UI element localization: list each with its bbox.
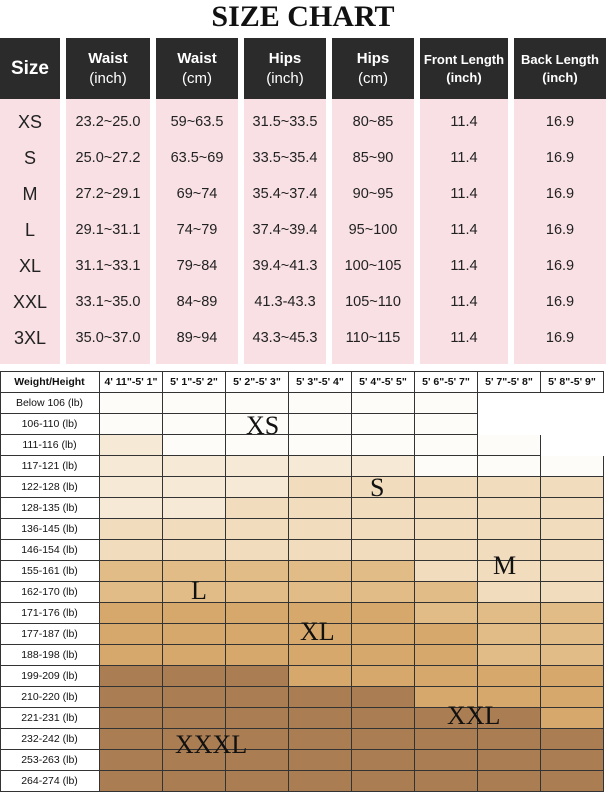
size-zone-label: XS (246, 411, 280, 440)
column-header-unit: (inch) (542, 69, 578, 85)
fit-cell (226, 582, 289, 603)
size-zone-label: XXL (447, 701, 501, 730)
size-column (156, 38, 238, 364)
measurement-cell: 33.1~35.0 (75, 294, 141, 310)
column-header (332, 38, 414, 99)
fit-cell (163, 519, 226, 540)
fit-cell (541, 582, 604, 603)
fit-cell (352, 561, 415, 582)
fit-cell (163, 456, 226, 477)
fit-cell (415, 456, 478, 477)
height-header: 5' 3"-5' 4" (289, 371, 352, 393)
measurement-cell: 16.9 (545, 150, 575, 166)
fit-cell (100, 687, 163, 708)
fit-cell (289, 393, 352, 414)
column-header-title: Hips (356, 49, 390, 67)
weight-label: 106-110 (lb) (0, 414, 100, 435)
fit-cell (352, 729, 415, 750)
fit-cell (541, 456, 604, 477)
weight-label: 162-170 (lb) (0, 582, 100, 603)
fit-cell (352, 519, 415, 540)
fit-cell (163, 603, 226, 624)
measurement-cell: 69~74 (176, 186, 218, 202)
fit-cell (478, 393, 541, 414)
fit-cell (100, 666, 163, 687)
fit-cell (100, 456, 163, 477)
fit-cell (415, 582, 478, 603)
measurement-cell: 80~85 (352, 114, 394, 130)
fit-cell (289, 435, 352, 456)
fit-cell (541, 645, 604, 666)
fit-cell (352, 771, 415, 792)
height-header: 5' 8"-5' 9" (541, 371, 604, 393)
fit-cell (352, 414, 415, 435)
size-zone-label: M (493, 551, 517, 580)
weight-label: 171-176 (lb) (0, 603, 100, 624)
measurement-cell: 16.9 (545, 330, 575, 346)
fit-cell (100, 750, 163, 771)
fit-cell (163, 435, 226, 456)
fit-cell (289, 666, 352, 687)
weight-label: 264-274 (lb) (0, 771, 100, 792)
height-header: 4' 11"-5' 1" (100, 371, 163, 393)
fit-cell (163, 687, 226, 708)
fit-cell (163, 540, 226, 561)
fit-cell (163, 645, 226, 666)
measurement-cell: 11.4 (450, 114, 478, 130)
fit-cell (541, 519, 604, 540)
measurement-cell: 85~90 (352, 150, 394, 166)
weight-label: 253-263 (lb) (0, 750, 100, 771)
fit-cell (352, 645, 415, 666)
size-column (66, 38, 150, 364)
fit-cell (478, 498, 541, 519)
weight-label: 155-161 (lb) (0, 561, 100, 582)
fit-cell (352, 708, 415, 729)
fit-cell (226, 645, 289, 666)
measurement-cell: 31.1~33.1 (75, 258, 141, 274)
fit-cell (415, 603, 478, 624)
fit-cell (100, 519, 163, 540)
weight-label: 117-121 (lb) (0, 456, 100, 477)
column-header (420, 38, 508, 99)
fit-cell (415, 540, 478, 561)
fit-cell (541, 393, 604, 414)
measurement-cell: 74~79 (176, 222, 218, 238)
measurement-cell: 33.5~35.4 (252, 150, 318, 166)
fit-cell (541, 561, 604, 582)
measurement-cell: 11.4 (450, 222, 478, 238)
column-header-title: Waist (177, 49, 217, 67)
fit-cell (100, 393, 163, 414)
fit-cell (100, 498, 163, 519)
column-header (514, 38, 606, 99)
measurement-cell: 79~84 (176, 258, 218, 274)
weight-label: 188-198 (lb) (0, 645, 100, 666)
fit-cell (478, 603, 541, 624)
measurement-cell: 37.4~39.4 (252, 222, 318, 238)
fit-cell (100, 414, 163, 435)
fit-cell (478, 645, 541, 666)
weight-label: 122-128 (lb) (0, 477, 100, 498)
size-label: S (23, 147, 36, 168)
size-column (420, 38, 508, 364)
column-body (66, 99, 150, 364)
fit-cell (163, 666, 226, 687)
fit-cell (415, 771, 478, 792)
fit-cell (226, 771, 289, 792)
size-label: XS (17, 111, 42, 132)
height-header: 5' 2"-5' 3" (226, 371, 289, 393)
fit-cell (100, 435, 163, 456)
fit-cell (100, 624, 163, 645)
column-header-title: Size (10, 57, 50, 79)
weight-label: 210-220 (lb) (0, 687, 100, 708)
column-header-title: Back Length (520, 51, 599, 67)
fit-cell (352, 435, 415, 456)
fit-cell (415, 729, 478, 750)
column-header (244, 38, 326, 99)
fit-cell (541, 750, 604, 771)
fit-cell (541, 666, 604, 687)
fit-cell (541, 687, 604, 708)
measurement-cell: 59~63.5 (170, 114, 224, 130)
measurement-cell: 16.9 (545, 114, 575, 130)
fit-cell (226, 477, 289, 498)
measurement-cell: 39.4~41.3 (252, 258, 318, 274)
measurement-cell: 29.1~31.1 (75, 222, 141, 238)
fit-cell (226, 456, 289, 477)
fit-cell (541, 603, 604, 624)
measurement-cell: 90~95 (352, 186, 394, 202)
fit-cell (415, 666, 478, 687)
size-column (0, 38, 60, 364)
size-column (244, 38, 326, 364)
fit-cell (100, 540, 163, 561)
fit-cell (100, 729, 163, 750)
fit-cell (289, 519, 352, 540)
size-zone-label: L (191, 576, 207, 605)
column-body (244, 99, 326, 364)
corner-header: Weight/Height (0, 371, 100, 393)
weight-label: 128-135 (lb) (0, 498, 100, 519)
fit-cell (289, 729, 352, 750)
fit-cell (541, 540, 604, 561)
fit-cell (541, 624, 604, 645)
fit-cell (226, 687, 289, 708)
fit-cell (100, 477, 163, 498)
fit-cell (541, 708, 604, 729)
fit-cell (478, 582, 541, 603)
fit-cell (226, 498, 289, 519)
measurement-cell: 16.9 (545, 258, 575, 274)
fit-cell (352, 603, 415, 624)
fit-cell (226, 540, 289, 561)
column-body (156, 99, 238, 364)
weight-label: Below 106 (lb) (0, 393, 100, 414)
fit-cell (163, 498, 226, 519)
weight-label: 232-242 (lb) (0, 729, 100, 750)
fit-cell (226, 519, 289, 540)
fit-cell (226, 708, 289, 729)
fit-cell (415, 561, 478, 582)
fit-cell (415, 519, 478, 540)
size-label: XXL (12, 291, 48, 312)
height-header: 5' 4"-5' 5" (352, 371, 415, 393)
measurement-cell: 11.4 (450, 150, 478, 166)
column-header-title: Hips (268, 49, 302, 67)
measurement-cell: 27.2~29.1 (75, 186, 141, 202)
size-zone-label: XL (300, 617, 335, 646)
measurement-cell: 35.0~37.0 (75, 330, 141, 346)
fit-cell (478, 624, 541, 645)
measurement-cell: 11.4 (450, 258, 478, 274)
measurement-cell: 16.9 (545, 294, 575, 310)
fit-cell (478, 666, 541, 687)
fit-cell (478, 414, 541, 435)
column-body (332, 99, 414, 364)
measurement-cell: 89~94 (176, 330, 218, 346)
fit-cell (100, 582, 163, 603)
fit-cell (352, 750, 415, 771)
weight-label: 146-154 (lb) (0, 540, 100, 561)
fit-cell (163, 771, 226, 792)
fit-cell (415, 435, 478, 456)
fit-cell (289, 582, 352, 603)
fit-cell (352, 582, 415, 603)
fit-cell (289, 771, 352, 792)
size-table (0, 38, 606, 364)
column-header-unit: (inch) (266, 69, 304, 87)
fit-cell (352, 624, 415, 645)
fit-cell (289, 498, 352, 519)
fit-cell (100, 561, 163, 582)
size-label: XL (18, 255, 42, 276)
measurement-cell: 25.0~27.2 (75, 150, 141, 166)
weight-label: 221-231 (lb) (0, 708, 100, 729)
measurement-cell: 35.4~37.4 (252, 186, 318, 202)
measurement-cell: 11.4 (450, 294, 478, 310)
fit-cell (415, 645, 478, 666)
fit-cell (289, 687, 352, 708)
measurement-cell: 84~89 (176, 294, 218, 310)
column-body (0, 99, 60, 364)
fit-cell (541, 414, 604, 435)
column-header (156, 38, 238, 99)
weight-label: 111-116 (lb) (0, 435, 100, 456)
size-column (514, 38, 606, 364)
fit-cell (289, 477, 352, 498)
size-column (332, 38, 414, 364)
column-body (514, 99, 606, 364)
height-header: 5' 1"-5' 2" (163, 371, 226, 393)
column-header-title: Waist (88, 49, 128, 67)
measurement-cell: 63.5~69 (170, 150, 224, 166)
fit-cell (478, 456, 541, 477)
fit-cell (163, 393, 226, 414)
fit-cell (478, 435, 541, 456)
column-header-unit: (cm) (182, 69, 212, 87)
height-header: 5' 6"-5' 7" (415, 371, 478, 393)
fit-cell (163, 624, 226, 645)
measurement-cell: 100~105 (344, 258, 402, 274)
fit-cell (541, 729, 604, 750)
measurement-cell: 31.5~33.5 (252, 114, 318, 130)
fit-cell (352, 540, 415, 561)
measurement-cell: 11.4 (450, 186, 478, 202)
fit-cell (541, 498, 604, 519)
fit-cell (289, 414, 352, 435)
column-header-unit: (cm) (358, 69, 388, 87)
column-header (66, 38, 150, 99)
fit-cell (100, 645, 163, 666)
fit-cell (415, 414, 478, 435)
column-header-unit: (inch) (89, 69, 127, 87)
fit-cell (226, 624, 289, 645)
page-title: SIZE CHART (211, 0, 395, 33)
fit-cell (289, 645, 352, 666)
size-zone-label: S (370, 473, 385, 502)
size-label: L (24, 219, 35, 240)
fit-cell (541, 771, 604, 792)
fit-cell (478, 771, 541, 792)
fit-cell (100, 708, 163, 729)
column-header-title: Front Length (423, 51, 505, 67)
column-body (420, 99, 508, 364)
measurement-cell: 95~100 (348, 222, 398, 238)
fit-cell (415, 624, 478, 645)
measurement-cell: 110~115 (345, 330, 401, 346)
fit-cell (289, 708, 352, 729)
fit-cell (163, 708, 226, 729)
fit-cell (415, 477, 478, 498)
fit-cell (541, 477, 604, 498)
fit-cell (352, 666, 415, 687)
column-header-unit: (inch) (446, 69, 482, 85)
column-header (0, 38, 60, 99)
fit-cell (226, 603, 289, 624)
fit-cell (352, 687, 415, 708)
height-header: 5' 7"-5' 8" (478, 371, 541, 393)
fit-cell (415, 750, 478, 771)
fit-cell (415, 498, 478, 519)
fit-cell (541, 435, 604, 456)
fit-cell (163, 477, 226, 498)
fit-cell (289, 561, 352, 582)
size-label: 3XL (13, 327, 47, 348)
fit-cell (352, 393, 415, 414)
fit-cell (415, 393, 478, 414)
fit-cell (226, 666, 289, 687)
fit-cell (478, 477, 541, 498)
weight-label: 177-187 (lb) (0, 624, 100, 645)
measurement-cell: 23.2~25.0 (75, 114, 141, 130)
fit-cell (478, 729, 541, 750)
fit-cell (289, 540, 352, 561)
measurement-cell: 43.3~45.3 (252, 330, 318, 346)
fit-cell (100, 603, 163, 624)
size-zone-label: XXXL (175, 730, 248, 759)
fit-cell (100, 771, 163, 792)
fit-cell (163, 414, 226, 435)
measurement-cell: 11.4 (450, 330, 478, 346)
fit-cell (289, 750, 352, 771)
measurement-cell: 41.3-43.3 (254, 294, 316, 310)
fit-cell (226, 561, 289, 582)
measurement-cell: 105~110 (345, 294, 401, 310)
measurement-cell: 16.9 (545, 222, 575, 238)
weight-label: 136-145 (lb) (0, 519, 100, 540)
fit-cell (478, 750, 541, 771)
weight-label: 199-209 (lb) (0, 666, 100, 687)
size-label: M (22, 183, 38, 204)
measurement-cell: 16.9 (545, 186, 575, 202)
fit-cell (478, 519, 541, 540)
fit-cell (289, 456, 352, 477)
